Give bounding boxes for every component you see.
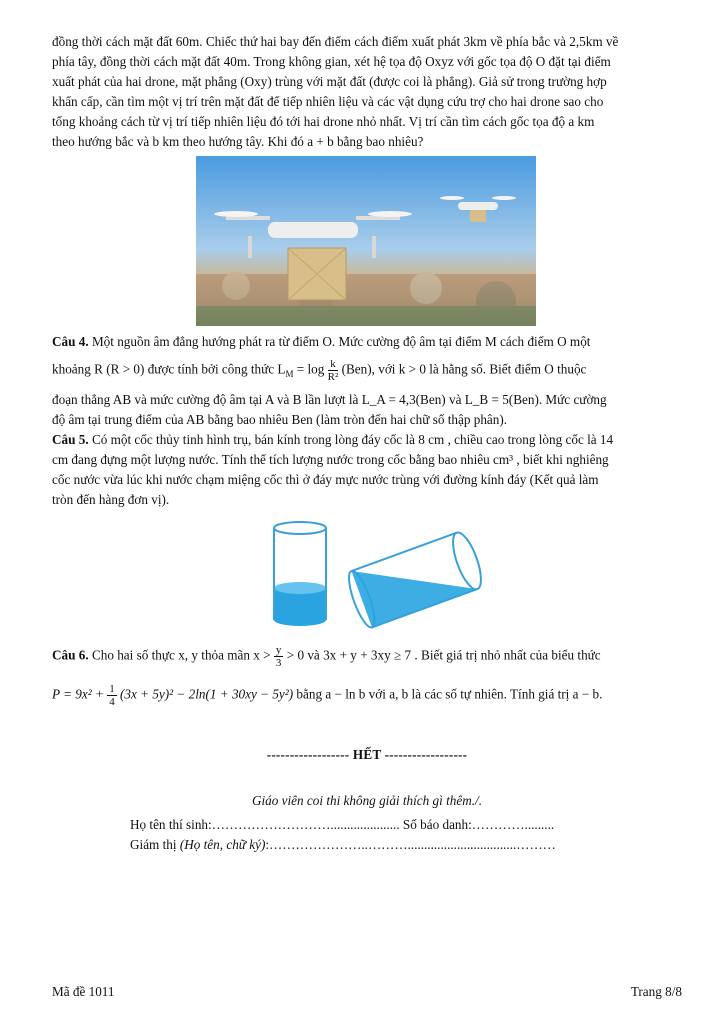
proctor-label: Giám thị [130, 837, 180, 853]
question-6-frac-den: 3 [275, 657, 282, 670]
intro-line-6: theo hướng bắc và b km theo hướng tây. Khi đó a + b bằng bao nhiêu? [52, 134, 424, 149]
question-4-line-1 [52, 332, 682, 352]
question-5-line-4: tròn đến hàng đơn vị). [52, 492, 170, 508]
question-6-line-1 [52, 644, 682, 669]
proctor-line [130, 835, 682, 855]
question-6-text-1b: > 0 và 3x + y + 3xy ≥ 7 . Biết giá trị nhỏ nhất của biểu thức [286, 647, 601, 663]
intro-line-1: đồng thời cách mặt đất 60m. Chiếc thứ hai bay đến điểm cách điểm xuất phát 3km về phía bắc và 2,5km về [52, 34, 619, 49]
formula-p-rest: (3x + 5y)² − 2ln(1 + 30xy − 5y²) [120, 686, 294, 702]
question-4-text-2b: = log [296, 361, 325, 377]
question-4-line-2 [52, 358, 682, 384]
question-5-line-1 [52, 430, 682, 450]
question-5-line-3: cốc nước vừa lúc khi nước chạm miệng cốc thì ở đáy mực nước trùng với đường kính đáy (Kết quả làm [52, 472, 599, 488]
question-6-fraction [274, 644, 284, 669]
formula-fraction [107, 683, 117, 708]
intro-line-4: khẩn cấp, cần tìm một vị trí trên mặt đất để tiếp nhiên liệu và các vật dụng cứu trợ cho hai drone sao cho [52, 94, 604, 109]
drone-photo [196, 156, 536, 326]
question-4-text-1: Một nguồn âm đẳng hướng phát ra từ điểm O. Mức cường độ âm tại điểm M cách điểm O một [91, 334, 591, 349]
end-mark: ------------------ HẾT ------------------ [266, 747, 468, 763]
tilted-cup-icon [344, 529, 487, 630]
exam-code: Mã đề 1011 [52, 984, 115, 999]
teacher-note: Giáo viên coi thi không giải thích gì thêm./. [251, 793, 482, 809]
question-4-text-2a: khoảng R (R > 0) được tính bởi công thức L [52, 361, 286, 377]
upright-cup-icon [274, 522, 326, 626]
formula-frac-num: 1 [109, 683, 115, 696]
intro-line-2: phía tây, đồng thời cách mặt đất 40m. Trong không gian, xét hệ tọa độ Oxyz với gốc tọa độ O đặt tại điểm [52, 54, 611, 69]
question-4-frac-num: k [328, 358, 339, 371]
page-number: Trang 8/8 [630, 984, 682, 999]
intro-line-3: xuất phát của hai drone, mặt phẳng (Oxy) trùng với mặt đất (được coi là phẳng). Giả sử trong trường hợp [52, 74, 607, 89]
question-6-text-2: bằng a − ln b với a, b là các số tự nhiên. Tính giá trị a − b. [296, 686, 603, 702]
proctor-dots: :…………………..……….................................……… [265, 837, 556, 853]
exam-page [52, 32, 682, 855]
question-4-text-2c: (Ben), với k > 0 là hằng số. Biết điểm O thuộc [341, 361, 587, 377]
question-5-text-1: Có một cốc thủy tinh hình trụ, bán kính trong lòng đáy cốc là 8 cm , chiều cao trong lòng cốc là 14 [91, 432, 614, 448]
proctor-hint: (Họ tên, chữ ký) [179, 837, 266, 853]
question-4-line-3: đoạn thẳng AB và mức cường độ âm tại A và B lần lượt là L_A = 4,3(Ben) và L_B = 5(Ben). Mức cường [52, 392, 607, 408]
question-5-line-2: cm đang đựng một lượng nước. Tính thể tích lượng nước trong cốc bằng bao nhiêu cm³ , biết khi nghiêng [52, 452, 609, 468]
question-5-label: Câu 5. [52, 432, 89, 448]
page-footer [52, 984, 682, 1000]
formula-p-start: P = 9x² + [52, 686, 104, 702]
intro-line-5: tổng khoảng cách từ vị trí tiếp nhiên liệu đó tới hai drone nhỏ nhất. Vị trí cần tìm cách gốc tọa độ a km [52, 114, 595, 129]
formula-frac-den: 4 [109, 696, 115, 709]
question-4-frac-den: R² [327, 371, 339, 383]
question-4-label: Câu 4. [52, 334, 89, 349]
candidate-line: Họ tên thí sinh:………………………..................... Số báo danh:…………......... [130, 817, 555, 833]
question-4-fraction [328, 358, 339, 383]
question-6-frac-num: y [275, 644, 282, 657]
question-4-sub: M [285, 369, 294, 380]
glass-cups-figure [270, 518, 490, 630]
question-6-text-1a: Cho hai số thực x, y thỏa mãn x > [91, 647, 271, 663]
question-4-line-4: độ âm tại trung điểm của AB bằng bao nhiêu Ben (làm tròn đến hai chữ số thập phân). [52, 412, 508, 428]
question-6-label: Câu 6. [52, 647, 89, 663]
question-6-formula-line [52, 683, 682, 719]
